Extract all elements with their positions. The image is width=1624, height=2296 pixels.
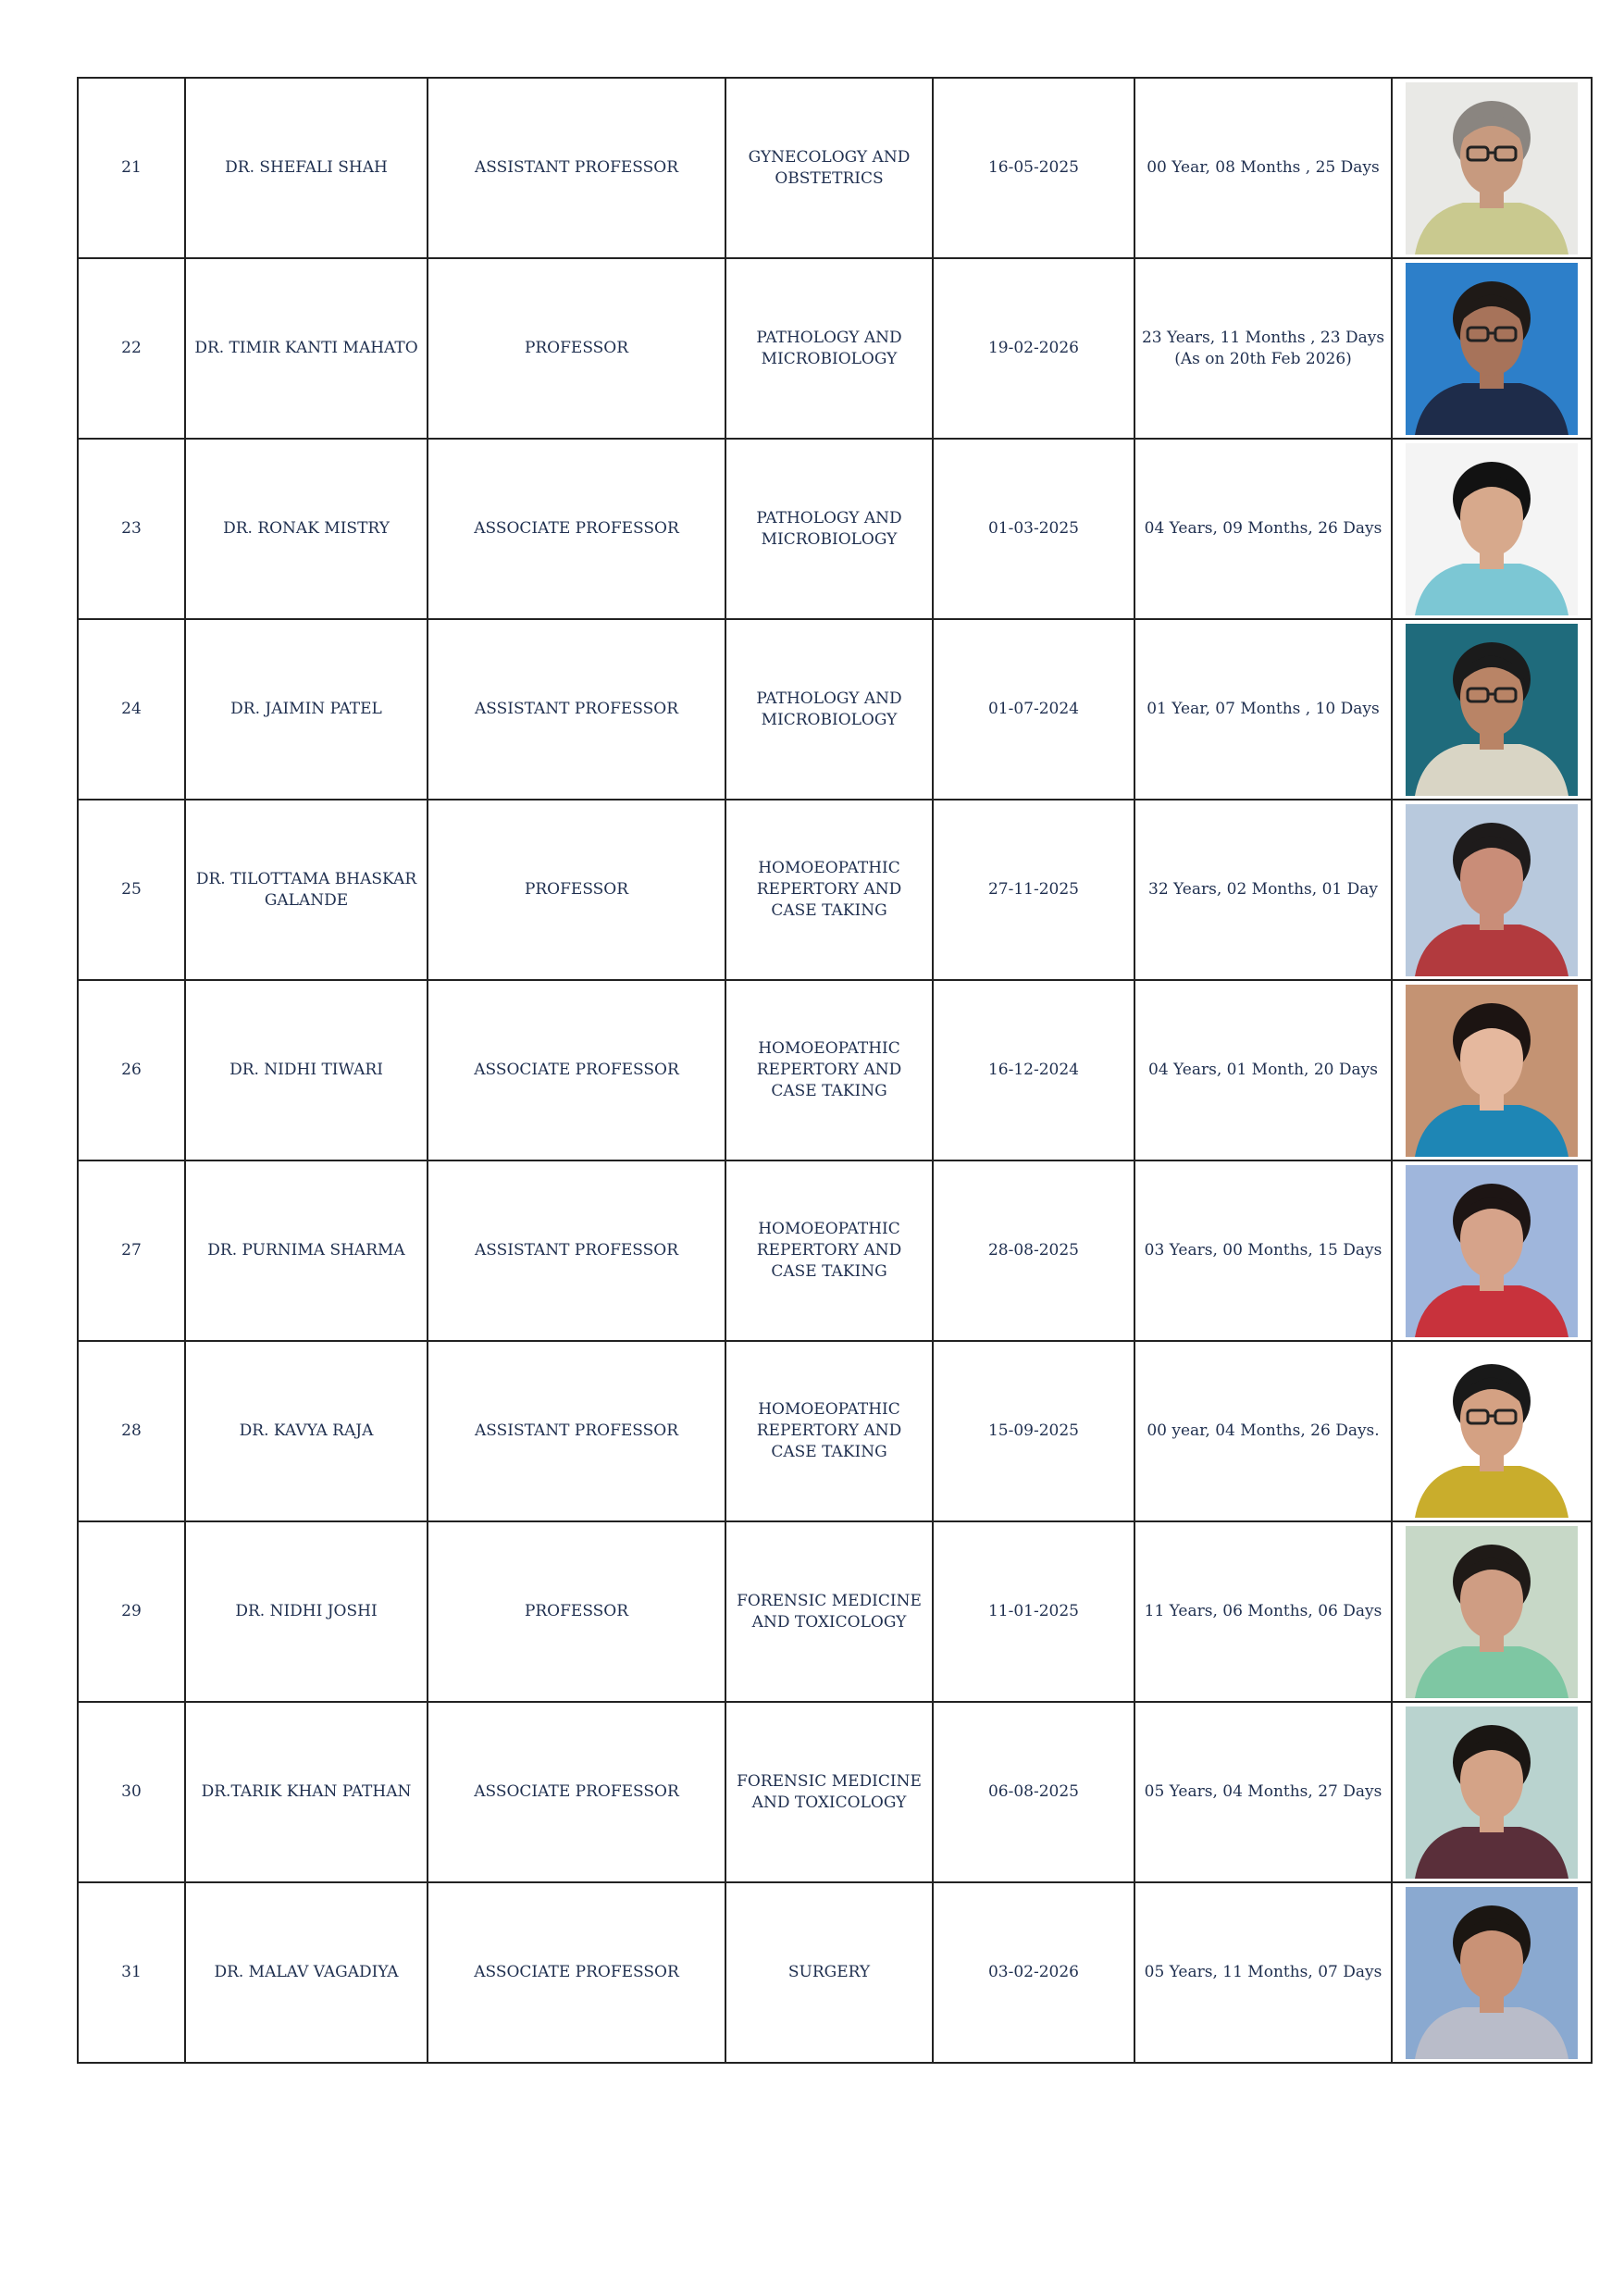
department-cell <box>725 439 933 619</box>
designation: ASSOCIATE PROFESSOR <box>474 1963 679 1981</box>
department-cell <box>725 1521 933 1702</box>
faculty-table-body <box>78 78 1592 2063</box>
faculty-photo <box>1406 1526 1578 1698</box>
faculty-photo <box>1406 82 1578 254</box>
experience-cell <box>1134 1341 1392 1521</box>
experience-cell <box>1134 1882 1392 2063</box>
experience-cell <box>1134 258 1392 439</box>
experience-cell <box>1134 78 1392 258</box>
department: FORENSIC MEDICINE AND TOXICOLOGY <box>737 1591 922 1632</box>
faculty-name-cell <box>185 78 428 258</box>
designation: ASSOCIATE PROFESSOR <box>474 519 679 538</box>
faculty-name: DR. MALAV VAGADIYA <box>214 1963 399 1981</box>
portrait-image <box>1406 804 1578 976</box>
photo-cell <box>1392 800 1592 980</box>
faculty-name: DR. JAIMIN PATEL <box>230 700 382 718</box>
faculty-photo <box>1406 263 1578 435</box>
experience: 01 Year, 07 Months , 10 Days <box>1147 700 1380 718</box>
experience: 00 year, 04 Months, 26 Days. <box>1147 1421 1380 1440</box>
faculty-name-cell <box>185 1341 428 1521</box>
serial-number: 28 <box>121 1421 142 1440</box>
designation-cell <box>428 800 725 980</box>
serial-number-cell <box>78 439 185 619</box>
photo-cell <box>1392 980 1592 1160</box>
serial-number-cell <box>78 980 185 1160</box>
faculty-name-cell <box>185 258 428 439</box>
serial-number-cell <box>78 78 185 258</box>
serial-number: 31 <box>121 1963 142 1981</box>
joining-date-cell <box>933 439 1134 619</box>
joining-date: 03-02-2026 <box>987 1963 1079 1981</box>
department-cell <box>725 1160 933 1341</box>
designation-cell <box>428 78 725 258</box>
department: PATHOLOGY AND MICROBIOLOGY <box>756 328 902 368</box>
joining-date: 11-01-2025 <box>987 1602 1079 1620</box>
photo-cell <box>1392 1882 1592 2063</box>
faculty-name: DR. KAVYA RAJA <box>239 1421 374 1440</box>
faculty-name-cell <box>185 800 428 980</box>
faculty-photo <box>1406 624 1578 796</box>
joining-date-cell <box>933 1882 1134 2063</box>
designation: ASSISTANT PROFESSOR <box>474 1241 679 1260</box>
experience-cell <box>1134 619 1392 800</box>
table-row <box>78 800 1592 980</box>
portrait-image <box>1406 82 1578 254</box>
designation: ASSISTANT PROFESSOR <box>474 700 679 718</box>
joining-date-cell <box>933 1341 1134 1521</box>
joining-date: 16-05-2025 <box>987 158 1079 177</box>
faculty-name: DR.TARIK KHAN PATHAN <box>201 1782 412 1801</box>
portrait-image <box>1406 443 1578 615</box>
experience: 04 Years, 09 Months, 26 Days <box>1144 519 1382 538</box>
faculty-name: DR. NIDHI JOSHI <box>235 1602 378 1620</box>
faculty-name-cell <box>185 980 428 1160</box>
department-cell <box>725 1702 933 1882</box>
serial-number-cell <box>78 1882 185 2063</box>
photo-cell <box>1392 1702 1592 1882</box>
experience-cell <box>1134 1521 1392 1702</box>
joining-date-cell <box>933 1521 1134 1702</box>
department-cell <box>725 1341 933 1521</box>
photo-cell <box>1392 1341 1592 1521</box>
experience-cell <box>1134 439 1392 619</box>
table-row <box>78 980 1592 1160</box>
department: SURGERY <box>787 1963 871 1981</box>
faculty-photo <box>1406 443 1578 615</box>
joining-date: 16-12-2024 <box>987 1061 1079 1079</box>
designation-cell <box>428 1882 725 2063</box>
faculty-photo <box>1406 1706 1578 1879</box>
designation-cell <box>428 439 725 619</box>
joining-date: 01-07-2024 <box>987 700 1079 718</box>
serial-number-cell <box>78 1702 185 1882</box>
faculty-name: DR. TILOTTAMA BHASKAR GALANDE <box>195 869 417 910</box>
serial-number-cell <box>78 800 185 980</box>
serial-number-cell <box>78 1341 185 1521</box>
table-row <box>78 258 1592 439</box>
joining-date: 01-03-2025 <box>987 519 1079 538</box>
photo-cell <box>1392 1521 1592 1702</box>
joining-date-cell <box>933 1702 1134 1882</box>
serial-number: 21 <box>121 158 142 177</box>
faculty-photo <box>1406 985 1578 1157</box>
experience: 05 Years, 11 Months, 07 Days <box>1144 1963 1382 1981</box>
joining-date: 28-08-2025 <box>987 1241 1079 1260</box>
department: HOMOEOPATHIC REPERTORY AND CASE TAKING <box>756 859 902 920</box>
table-row <box>78 1521 1592 1702</box>
faculty-name-cell <box>185 1160 428 1341</box>
faculty-name: DR. SHEFALI SHAH <box>225 158 388 177</box>
faculty-name: DR. RONAK MISTRY <box>223 519 390 538</box>
faculty-name-cell <box>185 619 428 800</box>
department-cell <box>725 78 933 258</box>
experience: 32 Years, 02 Months, 01 Day <box>1148 880 1378 899</box>
faculty-photo <box>1406 1165 1578 1337</box>
joining-date: 27-11-2025 <box>987 880 1079 899</box>
serial-number: 23 <box>121 519 142 538</box>
faculty-name: DR. PURNIMA SHARMA <box>207 1241 405 1260</box>
joining-date: 06-08-2025 <box>987 1782 1079 1801</box>
joining-date-cell <box>933 619 1134 800</box>
joining-date: 19-02-2026 <box>987 339 1079 357</box>
serial-number: 25 <box>121 880 142 899</box>
designation-cell <box>428 1521 725 1702</box>
table-row <box>78 78 1592 258</box>
experience-note: (As on 20th Feb 2026) <box>1174 349 1352 368</box>
photo-cell <box>1392 1160 1592 1341</box>
department-cell <box>725 980 933 1160</box>
serial-number: 24 <box>121 700 142 718</box>
department: PATHOLOGY AND MICROBIOLOGY <box>756 689 902 729</box>
designation-cell <box>428 1160 725 1341</box>
faculty-table <box>77 77 1593 2064</box>
serial-number-cell <box>78 258 185 439</box>
experience: 03 Years, 00 Months, 15 Days <box>1144 1241 1382 1260</box>
experience-cell <box>1134 1160 1392 1341</box>
photo-cell <box>1392 619 1592 800</box>
experience: 04 Years, 01 Month, 20 Days <box>1148 1061 1378 1079</box>
designation-cell <box>428 980 725 1160</box>
department-cell <box>725 258 933 439</box>
serial-number-cell <box>78 619 185 800</box>
photo-cell <box>1392 258 1592 439</box>
serial-number: 27 <box>121 1241 142 1260</box>
experience: 23 Years, 11 Months , 23 Days <box>1141 328 1385 347</box>
experience-cell <box>1134 980 1392 1160</box>
joining-date: 15-09-2025 <box>987 1421 1079 1440</box>
department: GYNECOLOGY AND OBSTETRICS <box>748 147 911 188</box>
department-cell <box>725 800 933 980</box>
experience: 11 Years, 06 Months, 06 Days <box>1144 1602 1382 1620</box>
portrait-image <box>1406 1706 1578 1879</box>
faculty-name-cell <box>185 1702 428 1882</box>
experience: 05 Years, 04 Months, 27 Days <box>1144 1782 1382 1801</box>
portrait-image <box>1406 1526 1578 1698</box>
serial-number-cell <box>78 1521 185 1702</box>
department-cell <box>725 619 933 800</box>
experience-cell <box>1134 800 1392 980</box>
portrait-image <box>1406 1346 1578 1518</box>
serial-number: 22 <box>121 339 142 357</box>
faculty-photo <box>1406 1887 1578 2059</box>
designation: ASSOCIATE PROFESSOR <box>474 1061 679 1079</box>
table-row <box>78 1160 1592 1341</box>
table-row <box>78 619 1592 800</box>
designation: PROFESSOR <box>524 1602 629 1620</box>
faculty-name-cell <box>185 439 428 619</box>
department: HOMOEOPATHIC REPERTORY AND CASE TAKING <box>756 1400 902 1461</box>
table-row <box>78 439 1592 619</box>
designation-cell <box>428 1702 725 1882</box>
designation: ASSOCIATE PROFESSOR <box>474 1782 679 1801</box>
department: FORENSIC MEDICINE AND TOXICOLOGY <box>737 1771 922 1812</box>
designation: PROFESSOR <box>524 880 629 899</box>
joining-date-cell <box>933 1160 1134 1341</box>
portrait-image <box>1406 263 1578 435</box>
designation: ASSISTANT PROFESSOR <box>474 158 679 177</box>
department: HOMOEOPATHIC REPERTORY AND CASE TAKING <box>756 1039 902 1100</box>
table-row <box>78 1702 1592 1882</box>
designation-cell <box>428 1341 725 1521</box>
serial-number: 30 <box>121 1782 142 1801</box>
portrait-image <box>1406 985 1578 1157</box>
serial-number: 29 <box>121 1602 142 1620</box>
table-row <box>78 1882 1592 2063</box>
photo-cell <box>1392 78 1592 258</box>
faculty-name-cell <box>185 1882 428 2063</box>
designation: PROFESSOR <box>524 339 629 357</box>
faculty-photo <box>1406 1346 1578 1518</box>
department: HOMOEOPATHIC REPERTORY AND CASE TAKING <box>756 1220 902 1281</box>
joining-date-cell <box>933 980 1134 1160</box>
portrait-image <box>1406 624 1578 796</box>
department-cell <box>725 1882 933 2063</box>
joining-date-cell <box>933 258 1134 439</box>
serial-number: 26 <box>121 1061 142 1079</box>
faculty-name: DR. NIDHI TIWARI <box>229 1061 383 1079</box>
designation-cell <box>428 258 725 439</box>
portrait-image <box>1406 1887 1578 2059</box>
serial-number-cell <box>78 1160 185 1341</box>
experience-cell <box>1134 1702 1392 1882</box>
faculty-name: DR. TIMIR KANTI MAHATO <box>194 339 418 357</box>
portrait-image <box>1406 1165 1578 1337</box>
table-row <box>78 1341 1592 1521</box>
joining-date-cell <box>933 800 1134 980</box>
experience: 00 Year, 08 Months , 25 Days <box>1147 158 1380 177</box>
designation: ASSISTANT PROFESSOR <box>474 1421 679 1440</box>
faculty-name-cell <box>185 1521 428 1702</box>
department: PATHOLOGY AND MICROBIOLOGY <box>756 508 902 549</box>
photo-cell <box>1392 439 1592 619</box>
joining-date-cell <box>933 78 1134 258</box>
faculty-photo <box>1406 804 1578 976</box>
designation-cell <box>428 619 725 800</box>
